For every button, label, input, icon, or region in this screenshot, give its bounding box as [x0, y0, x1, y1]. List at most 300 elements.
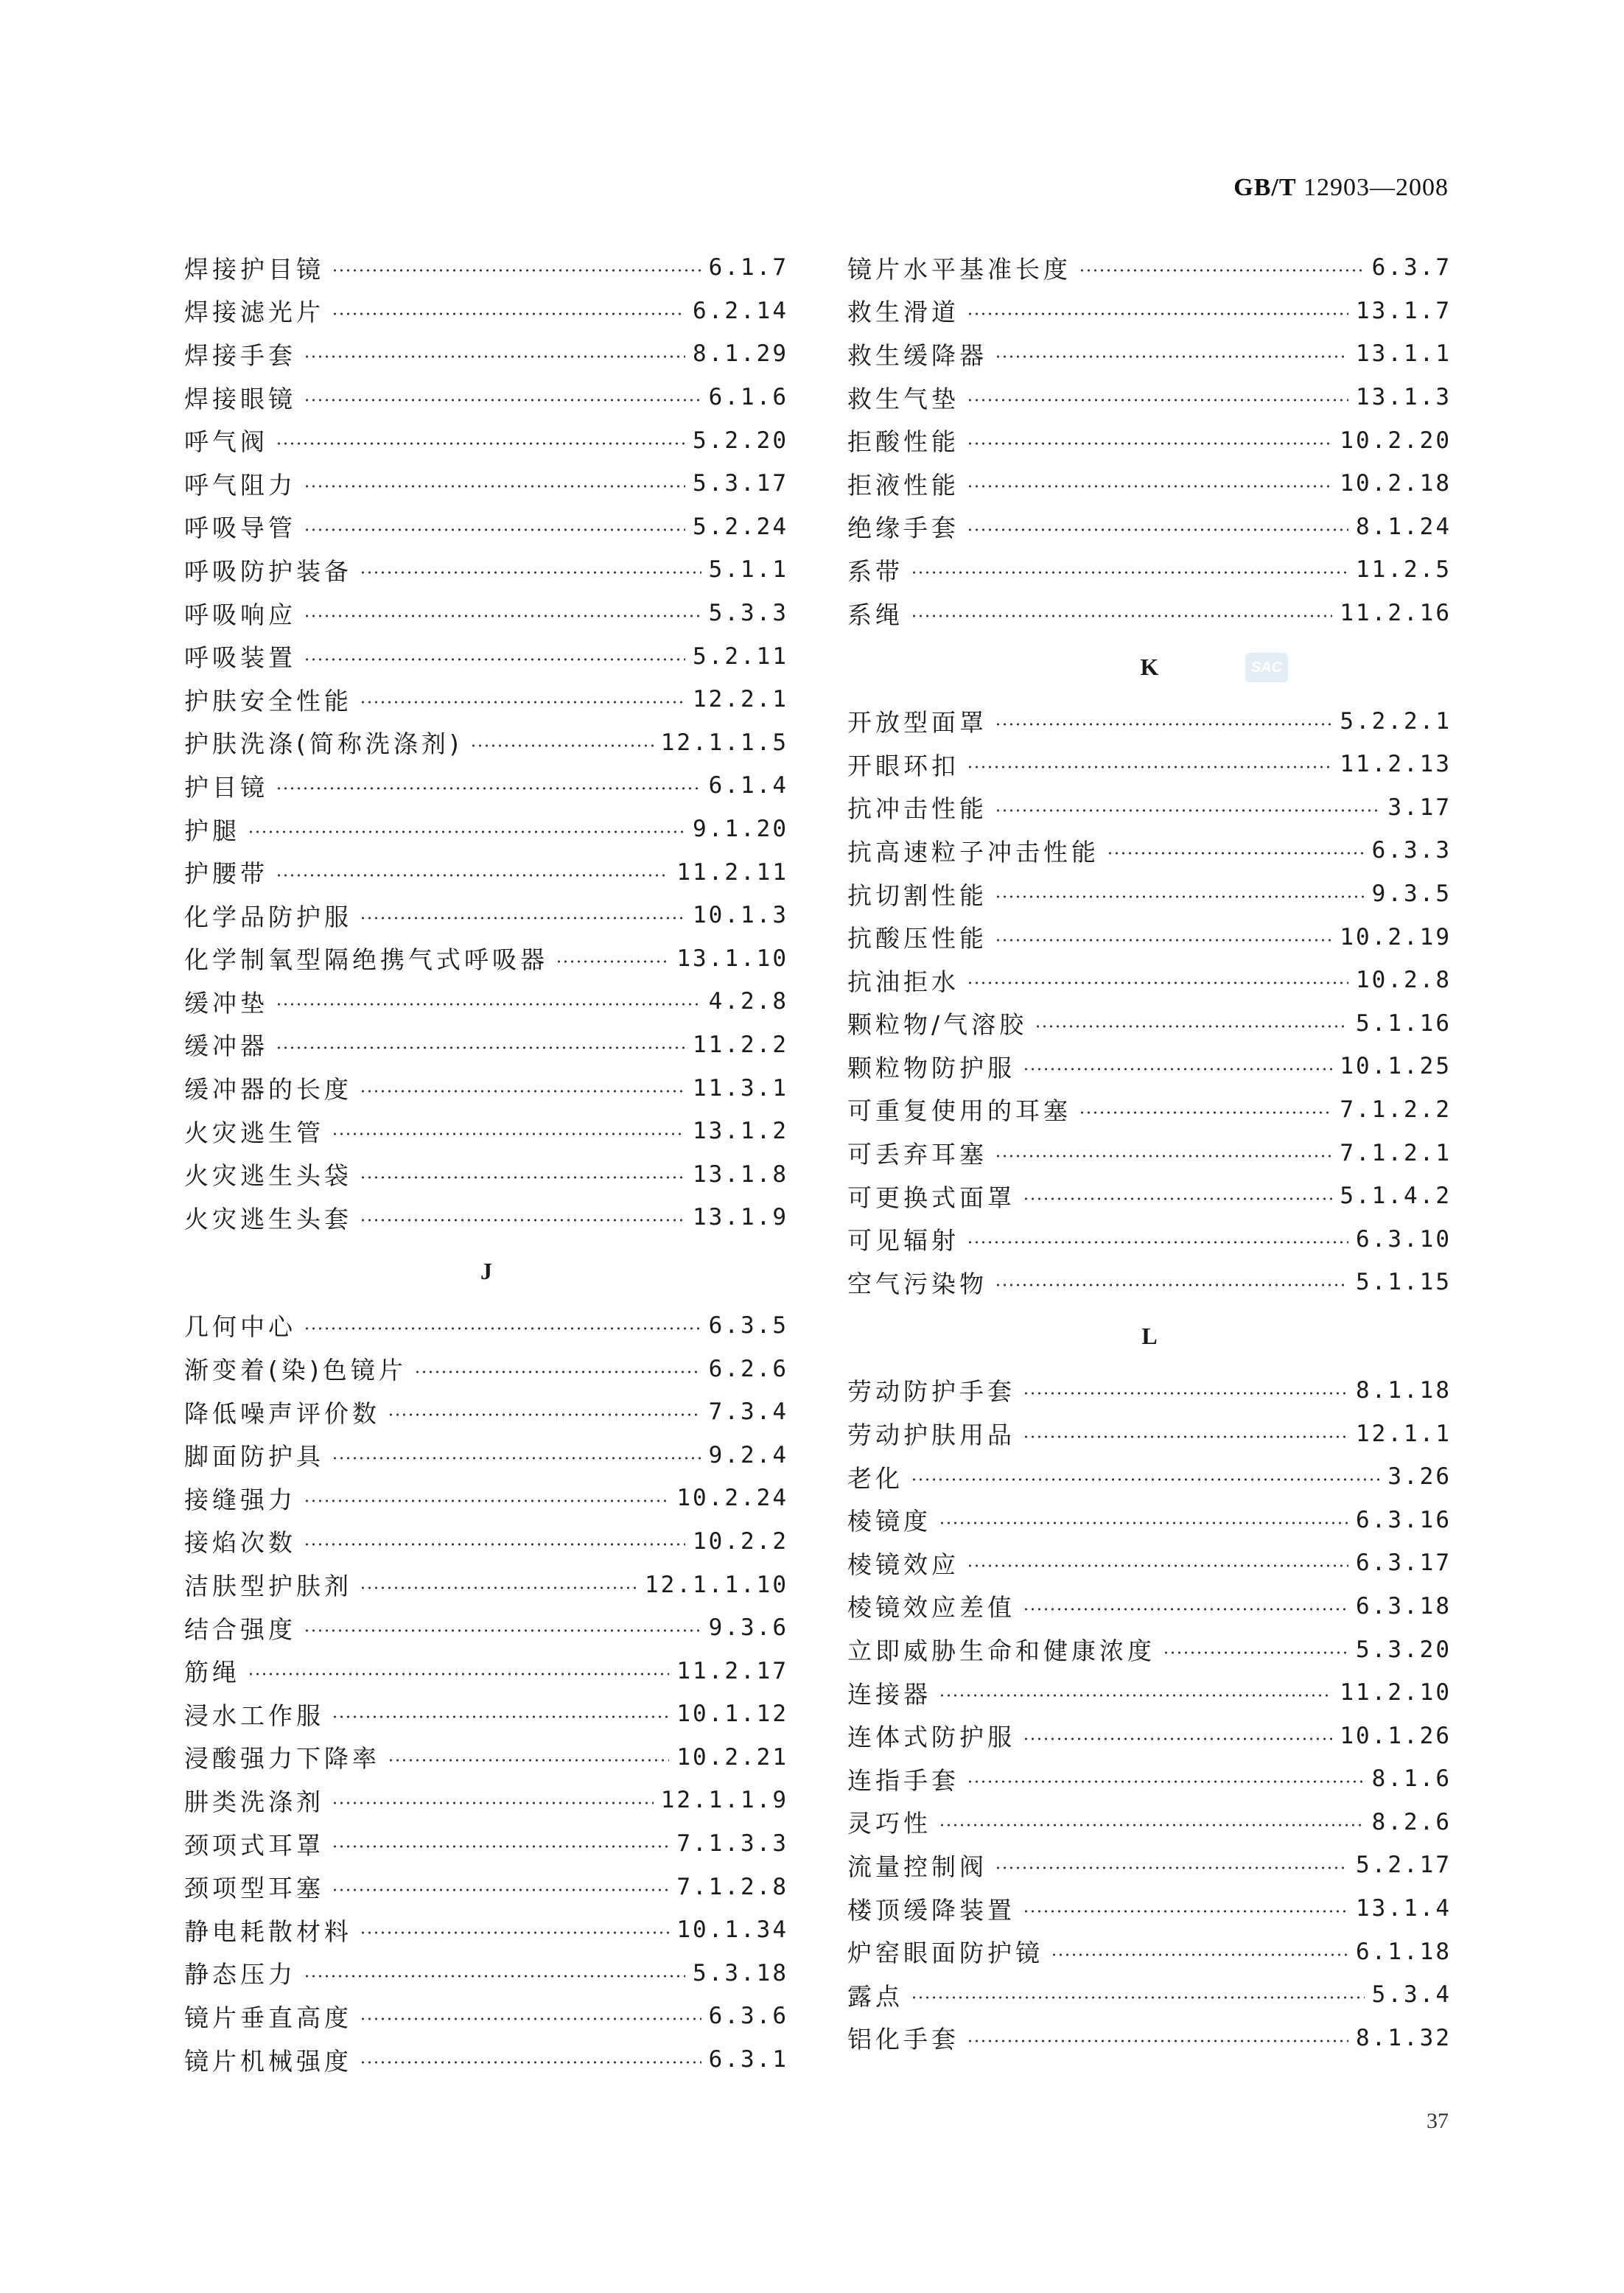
dot-leader	[967, 442, 1332, 445]
standard-number: 12903—2008	[1303, 174, 1449, 201]
clause-number: 13.1.8	[693, 1160, 788, 1188]
index-term: 护肤洗涤(简称洗涤剂)	[184, 729, 463, 759]
dot-leader	[939, 1522, 1348, 1524]
index-entry	[847, 872, 1452, 916]
index-term: 呼吸防护装备	[184, 556, 352, 586]
clause-number: 7.1.3.3	[676, 1830, 788, 1858]
dot-leader	[939, 1824, 1365, 1827]
dot-leader	[304, 1543, 685, 1546]
index-entry	[184, 1563, 788, 1606]
index-entry	[847, 1714, 1452, 1757]
dot-leader	[1107, 852, 1365, 855]
index-entry	[184, 1390, 788, 1434]
index-entry	[847, 1369, 1452, 1412]
index-term: 颗粒物/气溶胶	[847, 1010, 1028, 1040]
index-entry	[184, 246, 788, 290]
index-term: 焊接滤光片	[184, 298, 324, 327]
index-entry	[184, 937, 788, 981]
clause-number: 10.2.20	[1340, 427, 1452, 454]
index-entry	[184, 505, 788, 549]
dot-leader	[276, 1046, 685, 1049]
clause-number: 10.2.21	[676, 1743, 788, 1771]
dot-leader	[967, 1564, 1348, 1567]
index-term: 连体式防护服	[847, 1723, 1015, 1752]
index-entry	[184, 1649, 788, 1692]
index-entry	[847, 462, 1452, 505]
index-entry	[184, 1196, 788, 1239]
clause-number: 9.3.6	[708, 1614, 788, 1642]
index-term: 可更换式面罩	[847, 1183, 1015, 1212]
index-entry	[847, 959, 1452, 1002]
index-term: 浸水工作服	[184, 1701, 324, 1730]
dot-leader	[995, 1284, 1348, 1286]
dot-leader	[995, 809, 1380, 812]
index-term: 救生气垫	[847, 384, 959, 413]
clause-number: 5.3.3	[708, 600, 788, 627]
index-entry	[847, 1973, 1452, 2017]
dot-leader	[248, 830, 685, 833]
clause-number: 10.1.26	[1340, 1722, 1452, 1749]
clause-number: 10.2.8	[1356, 967, 1452, 994]
clause-number: 13.1.2	[693, 1118, 788, 1145]
dot-leader	[304, 658, 685, 661]
clause-number: 5.2.2.1	[1340, 707, 1452, 735]
index-term: 焊接护目镜	[184, 254, 324, 284]
index-entry	[847, 246, 1452, 290]
clause-number: 6.3.10	[1356, 1225, 1452, 1253]
index-term: 几何中心	[184, 1312, 296, 1342]
clause-number: 7.1.2.2	[1340, 1096, 1452, 1123]
index-entry	[847, 1498, 1452, 1541]
clause-number: 10.1.34	[676, 1916, 788, 1944]
dot-leader	[360, 2017, 701, 2020]
index-term: 呼吸导管	[184, 514, 296, 543]
index-entry	[847, 786, 1452, 830]
index-term: 流量控制阀	[847, 1852, 987, 1881]
index-entry	[184, 808, 788, 851]
index-term: 筋绳	[184, 1658, 240, 1687]
clause-number: 6.1.7	[708, 254, 788, 281]
dot-leader	[332, 1845, 669, 1848]
dot-leader	[1023, 1068, 1332, 1071]
dot-leader	[967, 399, 1348, 402]
clause-number: 10.2.19	[1340, 923, 1452, 951]
index-term: 缓冲垫	[184, 988, 268, 1018]
index-entry	[184, 1908, 788, 1952]
dot-leader	[911, 615, 1332, 617]
clause-number: 11.3.1	[693, 1074, 788, 1102]
clause-number: 10.1.3	[693, 902, 788, 929]
clause-number: 8.1.6	[1371, 1765, 1452, 1793]
clause-number: 12.1.1	[1356, 1420, 1452, 1447]
index-term: 肼类洗涤剂	[184, 1787, 324, 1816]
index-term: 棱镜效应差值	[847, 1593, 1015, 1622]
index-term: 老化	[847, 1463, 903, 1493]
clause-number: 11.2.5	[1356, 556, 1452, 584]
index-entry	[184, 721, 788, 765]
clause-number: 12.1.1.5	[660, 729, 788, 756]
index-term: 空气污染物	[847, 1269, 987, 1298]
index-term: 呼吸装置	[184, 643, 296, 673]
index-entry	[847, 1887, 1452, 1930]
index-entry	[184, 678, 788, 721]
dot-leader	[360, 701, 685, 704]
index-entry	[847, 699, 1452, 743]
clause-number: 8.2.6	[1371, 1808, 1452, 1835]
index-entry	[184, 850, 788, 894]
index-entry	[847, 1131, 1452, 1174]
section-letter-heading: L	[1141, 1323, 1158, 1350]
dot-leader	[360, 571, 701, 574]
clause-number: 11.2.10	[1340, 1679, 1452, 1706]
index-term: 救生滑道	[847, 298, 959, 327]
index-term: 颈项式耳罩	[184, 1830, 324, 1860]
page-number: 37	[1427, 2109, 1449, 2133]
dot-leader	[1023, 1737, 1332, 1740]
index-term: 护目镜	[184, 772, 268, 802]
index-term: 连指手套	[847, 1765, 959, 1795]
dot-leader	[360, 1586, 637, 1589]
clause-number: 8.1.24	[1356, 513, 1452, 540]
index-term: 镜片垂直高度	[184, 2003, 352, 2032]
dot-leader	[995, 723, 1332, 726]
index-entry	[847, 1261, 1452, 1304]
clause-number: 4.2.8	[708, 988, 788, 1015]
index-term: 静态压力	[184, 1960, 296, 1989]
index-entry	[184, 1110, 788, 1153]
clause-number: 6.3.1	[708, 2046, 788, 2073]
dot-leader	[304, 1499, 669, 1502]
dot-leader	[332, 1715, 669, 1718]
index-entry	[184, 1779, 788, 1822]
clause-number: 5.3.20	[1356, 1636, 1452, 1663]
index-term: 绝缘手套	[847, 514, 959, 543]
dot-leader	[1079, 1111, 1332, 1114]
clause-number: 5.1.4.2	[1340, 1183, 1452, 1210]
clause-number: 10.2.2	[693, 1527, 788, 1555]
index-entry	[847, 1174, 1452, 1218]
index-term: 呼气阀	[184, 427, 268, 457]
dot-leader	[967, 1780, 1365, 1783]
dot-leader	[1023, 1197, 1332, 1200]
clause-number: 6.3.3	[1371, 837, 1452, 864]
dot-leader	[332, 312, 685, 315]
index-term: 抗油拒水	[847, 967, 959, 996]
index-entry	[847, 743, 1452, 786]
index-term: 渐变着(染)色镜片	[184, 1356, 407, 1385]
dot-leader	[995, 895, 1365, 898]
index-term: 火灾逃生管	[184, 1118, 324, 1147]
dot-leader	[360, 917, 685, 920]
dot-leader	[1023, 1608, 1348, 1611]
index-entry	[184, 2038, 788, 2082]
index-term: 结合强度	[184, 1614, 296, 1644]
index-term: 颈项型耳塞	[184, 1874, 324, 1903]
dot-leader	[360, 2061, 701, 2064]
standard-code	[1233, 174, 1449, 202]
index-term: 接缝强力	[184, 1485, 296, 1514]
clause-number: 12.1.1.9	[660, 1787, 788, 1814]
clause-number: 5.1.16	[1356, 1009, 1452, 1037]
index-entry	[847, 1844, 1452, 1887]
dot-leader	[304, 528, 685, 531]
index-entry	[847, 1088, 1452, 1132]
index-term: 救生缓降器	[847, 340, 987, 370]
clause-number: 3.17	[1387, 794, 1452, 821]
index-column-left	[184, 246, 788, 2081]
index-entry	[184, 592, 788, 635]
index-entry	[847, 1801, 1452, 1844]
index-term: 抗酸压性能	[847, 924, 987, 953]
dot-leader	[332, 1133, 685, 1135]
index-entry	[847, 592, 1452, 635]
index-entry	[847, 1045, 1452, 1088]
dot-leader	[276, 787, 701, 790]
index-term: 火灾逃生头套	[184, 1204, 352, 1233]
clause-number: 5.1.1	[708, 556, 788, 584]
index-entry	[184, 1477, 788, 1520]
clause-number: 10.2.18	[1340, 470, 1452, 497]
clause-number: 10.1.25	[1340, 1053, 1452, 1080]
index-term: 灵巧性	[847, 1809, 931, 1838]
clause-number: 12.2.1	[693, 686, 788, 713]
index-entry	[184, 1520, 788, 1564]
clause-number: 8.1.18	[1356, 1376, 1452, 1404]
index-entry	[847, 829, 1452, 872]
dot-leader	[304, 399, 701, 402]
dot-leader	[248, 1673, 669, 1676]
clause-number: 12.1.1.10	[645, 1571, 788, 1598]
clause-number: 7.1.2.8	[676, 1873, 788, 1900]
clause-number: 5.1.15	[1356, 1269, 1452, 1296]
sac-watermark-logo	[1245, 653, 1288, 682]
clause-number: 5.2.24	[693, 513, 788, 540]
index-entry	[184, 1736, 788, 1779]
index-term: 铝化手套	[847, 2025, 959, 2054]
index-entry	[847, 1541, 1452, 1585]
index-entry	[847, 1455, 1452, 1499]
index-entry	[184, 1304, 788, 1348]
dot-leader	[995, 1866, 1348, 1869]
index-entry	[847, 376, 1452, 419]
index-term: 镜片水平基准长度	[847, 254, 1071, 284]
dot-leader	[967, 312, 1348, 315]
index-term: 护腰带	[184, 859, 268, 889]
index-term: 可见辐射	[847, 1226, 959, 1256]
index-entry	[184, 634, 788, 678]
index-term: 缓冲器的长度	[184, 1075, 352, 1105]
section-letter-heading: K	[1140, 653, 1159, 680]
clause-number: 5.2.11	[693, 643, 788, 670]
dot-leader	[967, 766, 1332, 769]
standard-prefix: GB/T	[1233, 174, 1297, 201]
index-column-right	[847, 246, 1452, 2059]
clause-number: 11.2.17	[676, 1657, 788, 1684]
dot-leader	[1035, 1025, 1348, 1028]
index-entry	[184, 419, 788, 462]
dot-leader	[332, 1888, 669, 1891]
dot-leader	[995, 355, 1348, 358]
index-entry	[847, 1412, 1452, 1455]
index-entry	[847, 1217, 1452, 1261]
index-entry	[847, 1628, 1452, 1671]
dot-leader	[967, 2040, 1348, 2042]
dot-leader	[332, 1457, 701, 1460]
dot-leader	[276, 442, 685, 445]
index-entry	[847, 290, 1452, 333]
index-term: 楼顶缓降装置	[847, 1895, 1015, 1925]
index-term: 棱镜效应	[847, 1550, 959, 1579]
clause-number: 9.1.20	[693, 816, 788, 843]
index-entry	[184, 764, 788, 808]
index-entry	[184, 1066, 788, 1110]
clause-number: 6.1.18	[1356, 1938, 1452, 1965]
index-term: 连接器	[847, 1679, 931, 1709]
dot-leader	[304, 355, 685, 358]
index-entry	[847, 1002, 1452, 1046]
dot-leader	[911, 1996, 1365, 1999]
clause-number: 13.1.3	[1356, 384, 1452, 411]
clause-number: 13.1.9	[693, 1204, 788, 1231]
dot-leader	[332, 269, 701, 272]
clause-number: 6.3.18	[1356, 1592, 1452, 1620]
index-term: 抗冲击性能	[847, 794, 987, 824]
index-term: 立即威胁生命和健康浓度	[847, 1636, 1155, 1666]
index-entry	[847, 1930, 1452, 1973]
clause-number: 13.1.7	[1356, 297, 1452, 324]
index-term: 镜片机械强度	[184, 2046, 352, 2076]
clause-number: 6.3.7	[1371, 254, 1452, 281]
index-entry	[184, 1433, 788, 1477]
dot-leader	[360, 1090, 685, 1093]
dot-leader	[911, 571, 1348, 574]
dot-leader	[967, 528, 1348, 531]
index-entry	[184, 548, 788, 592]
clause-number: 6.3.5	[708, 1312, 788, 1339]
index-entry	[184, 1023, 788, 1067]
section-letter-heading: J	[480, 1258, 492, 1285]
index-term: 缓冲器	[184, 1032, 268, 1061]
clause-number: 6.2.14	[693, 297, 788, 324]
index-entry	[847, 1671, 1452, 1715]
index-term: 化学制氧型隔绝携气式呼吸器	[184, 945, 548, 975]
index-term: 系带	[847, 556, 903, 586]
dot-leader	[360, 1931, 669, 1934]
dot-leader	[304, 485, 685, 488]
index-term: 呼气阻力	[184, 470, 296, 500]
clause-number: 6.3.16	[1356, 1506, 1452, 1533]
dot-leader	[939, 1694, 1332, 1697]
index-term: 露点	[847, 1981, 903, 2011]
index-entry	[184, 1865, 788, 1908]
dot-leader	[1023, 1392, 1348, 1395]
index-term: 浸酸强力下降率	[184, 1744, 380, 1774]
clause-number: 3.26	[1387, 1463, 1452, 1491]
dot-leader	[1051, 1953, 1348, 1956]
clause-number: 5.2.20	[693, 427, 788, 454]
dot-leader	[332, 1802, 654, 1804]
clause-number: 5.3.18	[693, 1959, 788, 1986]
index-entry	[847, 419, 1452, 462]
index-entry	[184, 1606, 788, 1650]
dot-leader	[967, 485, 1332, 488]
index-entry	[184, 1347, 788, 1390]
index-term: 开眼环扣	[847, 751, 959, 780]
index-entry	[847, 332, 1452, 376]
index-term: 洁肤型护肤剂	[184, 1572, 352, 1601]
clause-number: 11.2.2	[693, 1031, 788, 1058]
clause-number: 5.3.17	[693, 470, 788, 497]
clause-number: 9.2.4	[708, 1441, 788, 1468]
clause-number: 10.1.12	[676, 1701, 788, 1728]
dot-leader	[1023, 1435, 1348, 1438]
clause-number: 6.2.6	[708, 1355, 788, 1382]
index-term: 化学品防护服	[184, 902, 352, 931]
index-entry	[184, 980, 788, 1023]
index-term: 抗切割性能	[847, 881, 987, 910]
clause-number: 6.3.17	[1356, 1550, 1452, 1577]
clause-number: 11.2.16	[1340, 600, 1452, 627]
dot-leader	[967, 981, 1348, 984]
index-term: 焊接手套	[184, 340, 296, 370]
index-entry	[184, 1692, 788, 1736]
index-term: 劳动防护手套	[847, 1377, 1015, 1407]
index-entry	[847, 1757, 1452, 1801]
clause-number: 11.2.13	[1340, 751, 1452, 778]
index-term: 拒酸性能	[847, 427, 959, 457]
dot-leader	[995, 1155, 1332, 1158]
index-term: 棱镜度	[847, 1507, 931, 1536]
index-entry	[184, 290, 788, 333]
dot-leader	[1023, 1910, 1348, 1913]
index-entry	[847, 505, 1452, 549]
index-term: 接焰次数	[184, 1528, 296, 1558]
index-term: 脚面防护具	[184, 1442, 324, 1471]
index-entry	[184, 894, 788, 937]
index-entry	[184, 332, 788, 376]
dot-leader	[360, 1219, 685, 1222]
clause-number: 5.2.17	[1356, 1852, 1452, 1879]
clause-number: 13.1.10	[676, 945, 788, 972]
clause-number: 10.2.24	[676, 1485, 788, 1512]
index-term: 护肤安全性能	[184, 686, 352, 715]
dot-leader	[304, 1327, 701, 1330]
index-entry	[847, 1585, 1452, 1628]
index-term: 颗粒物防护服	[847, 1053, 1015, 1082]
index-entry	[184, 1952, 788, 1995]
clause-number: 6.1.4	[708, 772, 788, 799]
index-entry	[184, 1822, 788, 1866]
dot-leader	[276, 874, 669, 877]
index-term: 劳动护肤用品	[847, 1421, 1015, 1450]
clause-number: 11.2.11	[676, 858, 788, 886]
dot-leader	[556, 960, 669, 963]
dot-leader	[304, 1975, 685, 1978]
clause-number: 6.1.6	[708, 384, 788, 411]
dot-leader	[388, 1413, 701, 1416]
index-term: 抗高速粒子冲击性能	[847, 837, 1099, 867]
dot-leader	[414, 1370, 701, 1373]
index-entry	[847, 915, 1452, 959]
index-term: 系绳	[847, 600, 903, 629]
index-term: 可丢弃耳塞	[847, 1140, 987, 1169]
index-term: 降低噪声评价数	[184, 1398, 380, 1428]
index-term: 拒液性能	[847, 470, 959, 500]
clause-number: 13.1.4	[1356, 1895, 1452, 1922]
index-entry	[847, 2017, 1452, 2060]
index-entry	[184, 462, 788, 505]
index-term: 火灾逃生头袋	[184, 1161, 352, 1191]
